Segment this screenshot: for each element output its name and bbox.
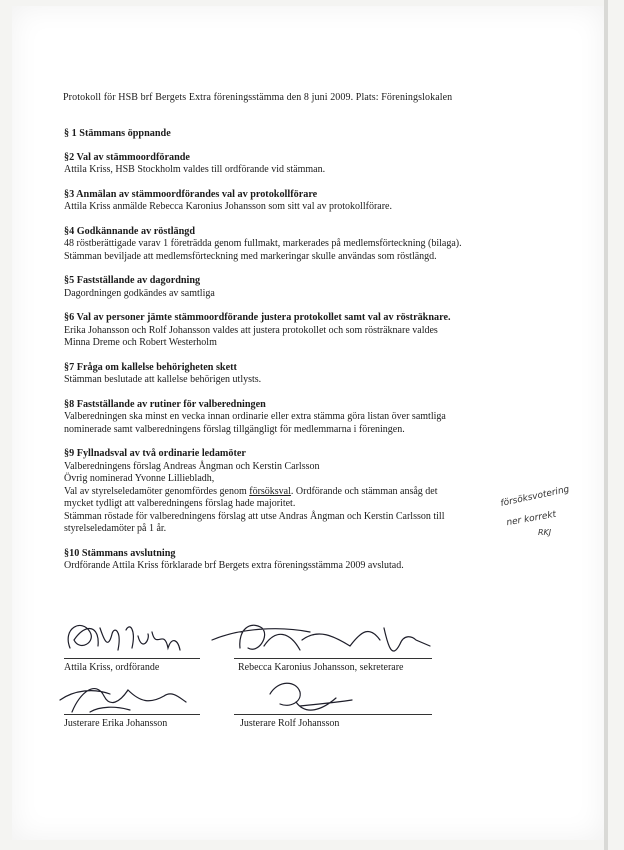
section-heading: § 1 Stämmans öppnande xyxy=(64,128,171,139)
annotation-initials: RKJ xyxy=(538,528,552,537)
section-8 xyxy=(64,399,564,437)
section-line: nominerade samt valberedningens förslag tillgängligt för medlemmarna i föreningen. xyxy=(64,423,405,435)
section-heading: §3 Anmälan av stämmoordförandes val av protokollförare xyxy=(64,188,318,200)
section-9 xyxy=(64,448,564,536)
scan-edge xyxy=(604,0,608,850)
section-6 xyxy=(64,312,564,350)
section-heading: §4 Godkännande av röstlängd xyxy=(64,225,196,237)
annotation-line: ner korrekt xyxy=(505,509,557,529)
sections xyxy=(64,128,564,585)
section-heading: §9 Fyllnadsval av två ordinarie ledamöter xyxy=(64,448,246,459)
section-line: Övrig nominerad Yvonne Lilliebladh, xyxy=(64,473,215,484)
section-line: Stämman röstade för valberedningens förslag att utse Andras Ångman och Kerstin Carlsson till xyxy=(64,510,445,522)
section-line: Stämman beviljade att medlemsförteckning med markeringar skulle användas som röstlängd. xyxy=(64,250,437,262)
section-heading: §7 Fråga om kallelse behörigheten skett xyxy=(64,361,237,373)
section-line: Valberedningen ska minst en vecka innan ordinarie eller extra stämma göra listan över samtliga xyxy=(64,411,446,422)
section-1 xyxy=(64,128,564,141)
section-line: Erika Johansson och Rolf Johansson valdes att justera protokollet och som rösträknare valdes xyxy=(64,324,438,336)
signature-label: Justerare Rolf Johansson xyxy=(240,718,340,729)
annotation-line: försöksvotering xyxy=(499,484,571,510)
section-4 xyxy=(64,226,564,264)
section-2 xyxy=(64,152,564,177)
section-10 xyxy=(64,548,564,573)
section-line: Valberedningens förslag Andreas Ångman och Kerstin Carlsson xyxy=(64,460,320,472)
section-line: mycket tydligt att valberedningens förslag hade majoritet. xyxy=(64,498,296,509)
handwritten-annotation xyxy=(499,484,602,538)
section-line: 48 röstberättigade varav 1 företrädda genom fullmakt, markerades på medlemsförteckning (bilaga). xyxy=(64,238,462,249)
section-7 xyxy=(64,362,564,387)
section-line: Stämman beslutade att kallelse behörigen utlysts. xyxy=(64,374,262,385)
section-5 xyxy=(64,275,564,300)
signature-label: Rebecca Karonius Johansson, sekreterare xyxy=(238,662,404,673)
section-line: Dagordningen godkändes av samtliga xyxy=(64,287,215,299)
section-heading: §8 Fastställande av rutiner för valberedningen xyxy=(64,398,266,410)
section-heading: §6 Val av personer jämte stämmoordförande justera protokollet samt val av rösträknare. xyxy=(64,312,451,323)
section-line: styrelseledamöter på 1 år. xyxy=(64,523,167,534)
section-heading: §10 Stämmans avslutning xyxy=(64,547,176,559)
section-line: Attila Kriss anmälde Rebecca Karonius Johansson som sitt val av protokollförare. xyxy=(64,201,392,212)
section-3 xyxy=(64,189,564,214)
signature-label: Justerare Erika Johansson xyxy=(64,718,168,729)
section-line xyxy=(64,486,564,499)
document-header: Protokoll för HSB brf Bergets Extra föreningsstämma den 8 juni 2009. Plats: Föreningslokalen xyxy=(63,92,453,103)
signature-label: Attila Kriss, ordförande xyxy=(64,662,160,673)
section-line: Minna Dreme och Robert Westerholm xyxy=(64,337,217,348)
section-line: Ordförande Attila Kriss förklarade brf Bergets extra föreningsstämma 2009 avslutad. xyxy=(64,560,404,571)
section-heading: §2 Val av stämmoordförande xyxy=(64,151,190,163)
section-heading: §5 Fastställande av dagordning xyxy=(64,275,201,286)
section-text: Val av styrelseledamöter genomfördes genom xyxy=(64,485,250,497)
section-line: Attila Kriss, HSB Stockholm valdes till ordförande vid stämman. xyxy=(64,164,326,175)
underlined-word: försöksval xyxy=(249,485,291,497)
section-text: . Ordförande och stämman ansåg det xyxy=(290,485,438,497)
